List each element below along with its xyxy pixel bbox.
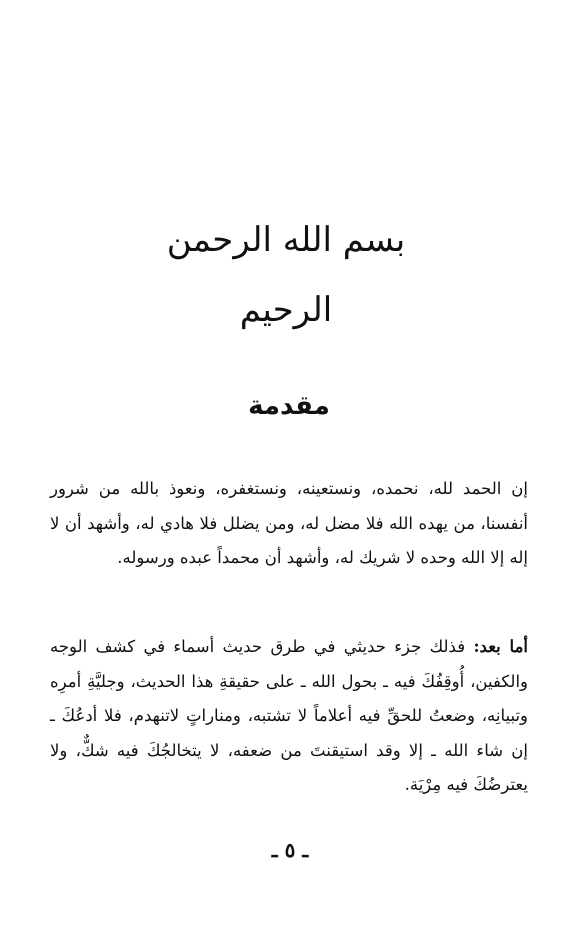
page-number: ـ ٥ ـ (271, 838, 309, 862)
basmala-calligraphy (150, 205, 422, 330)
basmala-text: بسم الله الرحمن الرحيم (166, 220, 406, 330)
main-paragraph (50, 630, 528, 803)
page-title: مقدمة (248, 391, 330, 421)
paragraph-body: فذلك جزء حديثي في طرق حديث أسماء في كشف الوجه والكفين، أُوقِفُكَ فيه ـ بحول الله ـ على حقيقةِ هذا الحديث، وجليَّةِ أمرِه وتبيانِه، وضعتُ للحقِّ فيه أعلاماً لا تشتبه، ومناراتٍ لاتنهدم، فلا أدعُكَ ـ إن شاء الله ـ إلا وقد استيقنتَ من ضعفه، لا يتخالجُكَ فيه شكٌّ، ولا يعترضُكَ فيه مِرْيَة. (50, 637, 528, 794)
paragraph-lead: أما بعد: (473, 637, 529, 656)
intro-paragraph: إن الحمد لله، نحمده، ونستعينه، ونستغفره، ونعوذ بالله من شرور أنفسنا، من يهده الله فلا مضل له، ومن يضلل فلا هادي له، وأشهد أن لا إله إلا الله وحده لا شريك له، وأشهد أن محمداً عبده ورسوله. (50, 479, 528, 567)
